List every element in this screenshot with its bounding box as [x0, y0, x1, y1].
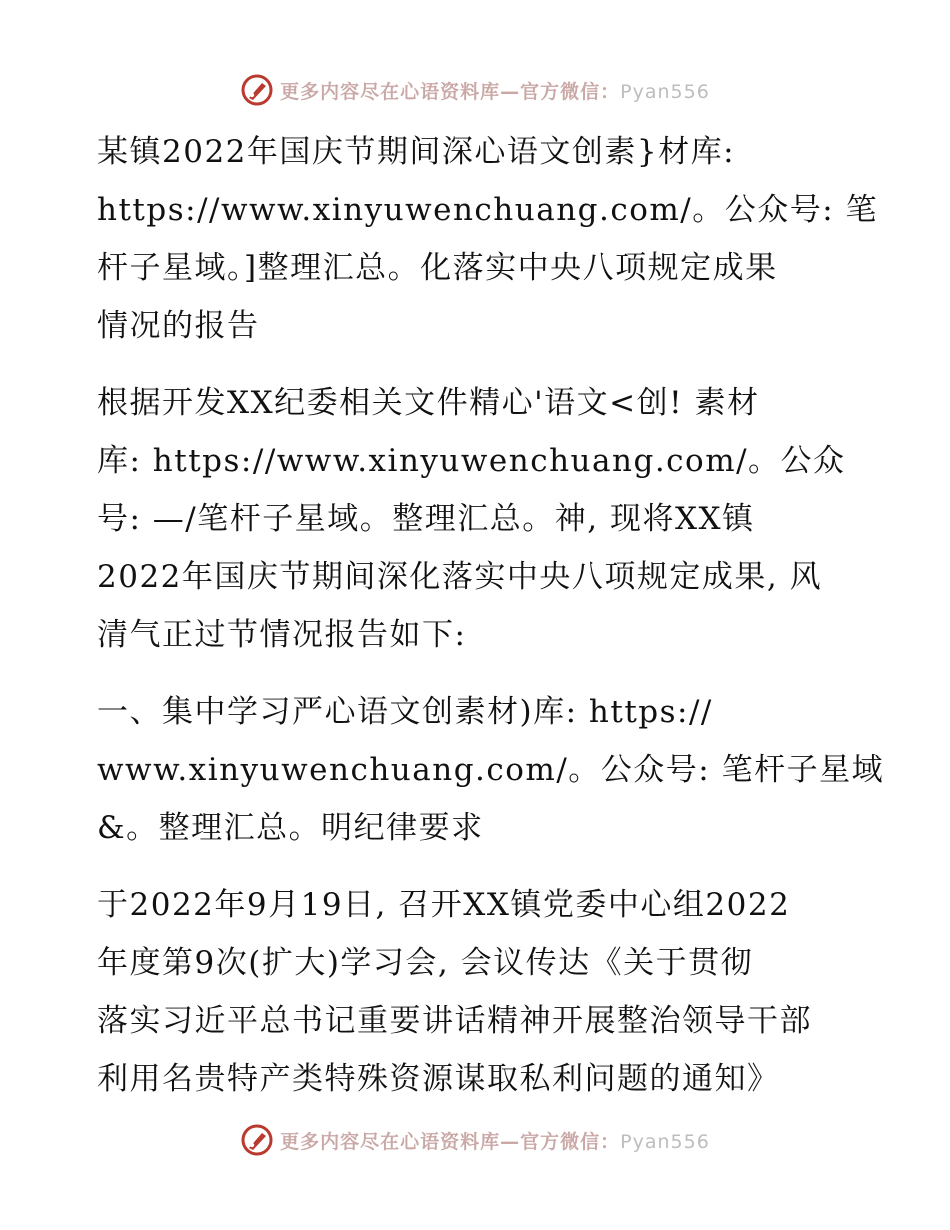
document-body — [97, 123, 885, 1127]
footer-watermark — [0, 1120, 950, 1160]
text-line: 利用名贵特产类特殊资源谋取私利问题的通知》 — [97, 1061, 780, 1097]
pen-logo-icon — [240, 1123, 274, 1157]
watermark-text: 更多内容尽在心语资料库—官方微信：Pyan556 — [280, 80, 710, 103]
text-line: https://www.xinyuwenchuang.com/。公众号: 笔 — [97, 192, 879, 228]
text-line: 号: —/笔杆子星域。整理汇总。神, 现将XX镇 — [97, 501, 755, 537]
text-line: 杆子星域。]整理汇总。化落实中央八项规定成果 — [97, 250, 778, 286]
text-line: 根据开发XX纪委相关文件精心'语文<创! 素材 — [97, 385, 760, 421]
paragraph-meeting — [97, 876, 867, 1108]
wechat-id: Pyan556 — [620, 80, 710, 103]
text-line: 库: https://www.xinyuwenchuang.com/。公众 — [97, 443, 846, 479]
text-line: 某镇2022年国庆节期间深心语文创素}材库: — [97, 134, 736, 170]
text-line: &。整理汇总。明纪律要求 — [97, 810, 484, 846]
text-line: 落实习近平总书记重要讲话精神开展整治领导干部 — [97, 1003, 812, 1039]
pen-logo-icon — [240, 73, 274, 107]
text-line: 一、集中学习严心语文创素材)库: https:// — [97, 694, 713, 730]
wechat-id: Pyan556 — [620, 1130, 710, 1153]
text-line: 清气正过节情况报告如下: — [97, 617, 467, 653]
text-line: 2022年国庆节期间深化落实中央八项规定成果, 风 — [97, 559, 823, 595]
header-watermark — [0, 70, 950, 110]
paragraph-section-one — [97, 683, 885, 857]
text-line: 于2022年9月19日, 召开XX镇党委中心组2022 — [97, 887, 791, 923]
text-line: 情况的报告 — [97, 308, 260, 344]
text-line: 年度第9次(扩大)学习会, 会议传达《关于贯彻 — [97, 945, 754, 981]
watermark-text: 更多内容尽在心语资料库—官方微信：Pyan556 — [280, 1130, 710, 1153]
paragraph-title — [97, 123, 879, 355]
text-line: www.xinyuwenchuang.com/。公众号: 笔杆子星域 — [97, 752, 885, 788]
paragraph-intro — [97, 374, 867, 664]
